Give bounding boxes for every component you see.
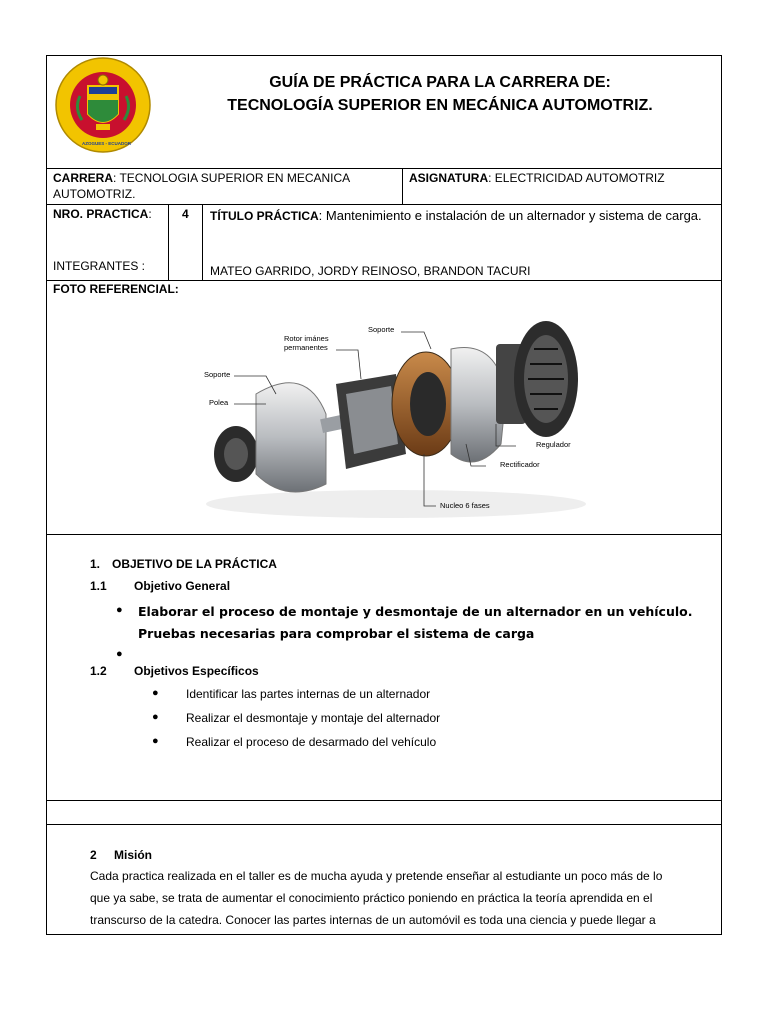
objetivos-heading-num: 1. (90, 557, 101, 571)
col-line-nro-right (202, 204, 203, 280)
row-line-6 (46, 824, 722, 825)
objetivo-especifico-item: Realizar el proceso de desarmado del vehículo (186, 735, 437, 749)
frame-left-line (46, 55, 47, 935)
bullet-dot: ● (152, 687, 159, 699)
label-regulador: Regulador (536, 440, 571, 449)
nro-practica-label: NRO. PRACTICA (53, 207, 149, 221)
page-title-line1: GUÍA DE PRÁCTICA PARA LA CARRERA DE: (269, 74, 611, 91)
bullet-dot: ● (152, 711, 159, 723)
nro-practica-cell (53, 206, 152, 222)
nro-practica-value: 4 (182, 207, 189, 221)
row-line-1 (46, 168, 722, 169)
objetivo-general-num: 1.1 (90, 579, 107, 593)
carrera-value: : TECNOLOGIA SUPERIOR EN MECANICA AUTOMOTRIZ. (53, 171, 350, 201)
nro-practica-colon: : (148, 207, 152, 221)
objetivo-especifico-item: Realizar el desmontaje y montaje del alternador (186, 711, 441, 725)
asignatura-label: ASIGNATURA (409, 171, 489, 185)
logo-bottom-text: AZOGUES - ECUADOR (82, 141, 132, 146)
mision-label: Misión (114, 848, 152, 862)
label-rotor: Rotor imánes permanentes (284, 334, 329, 352)
objetivos-heading: OBJETIVO DE LA PRÁCTICA (112, 557, 277, 571)
mision-line-1: Cada practica realizada en el taller es de mucha ayuda y pretende enseñar al estudiante un poco más de lo (90, 869, 663, 883)
objetivo-especifico-item: Identificar las partes internas de un alternador (186, 687, 431, 701)
row-line-4 (46, 534, 722, 535)
mision-num: 2 (90, 848, 97, 862)
col-line-asignatura (402, 168, 403, 204)
objetivo-general-label: Objetivo General (134, 579, 231, 593)
objetivos-especificos-label: Objetivos Específicos (134, 664, 259, 678)
titulo-practica-value: : Mantenimiento e instalación de un alternador y sistema de carga. (318, 208, 702, 223)
foto-referencial-label: FOTO REFERENCIAL: (53, 282, 179, 296)
label-soporte-top: Soporte (368, 325, 395, 334)
label-polea: Polea (209, 398, 229, 407)
page-title-line2: TECNOLOGÍA SUPERIOR EN MECÁNICA AUTOMOTRIZ. (227, 97, 653, 114)
bullet-dot-empty: ● (116, 648, 123, 660)
integrantes-label: INTEGRANTES : (53, 259, 146, 273)
institute-logo (52, 56, 154, 154)
carrera-label: CARRERA (53, 171, 113, 185)
asignatura-cell (409, 170, 719, 186)
mision-line-2: que ya sabe, se trata de aumentar el conocimiento práctico poniendo en práctica la teoría aprendida en el (90, 891, 653, 905)
label-soporte-left: Soporte (204, 370, 231, 379)
mision-line-3: transcurso de la catedra. Conocer las partes internas de un automóvil es toda una ciencia y puede llegar a (90, 913, 656, 927)
titulo-practica-cell (210, 206, 715, 226)
alternator-diagram (196, 304, 592, 520)
frame-top-line (152, 55, 722, 56)
objetivo-general-text: Elaborar el proceso de montaje y desmontaje de un alternador en un vehículo. Pruebas necesarias para comprobar el sistema de carga (138, 604, 693, 641)
titulo-practica-label: TÍTULO PRÁCTICA (210, 209, 319, 223)
row-line-2 (46, 204, 722, 205)
bullet-dot: ● (116, 604, 123, 616)
frame-bottom-line (46, 934, 722, 935)
frame-right-line (721, 55, 722, 935)
integrantes-value: MATEO GARRIDO, JORDY REINOSO, BRANDON TACURI (210, 264, 531, 278)
asignatura-value: : ELECTRICIDAD AUTOMOTRIZ (488, 171, 665, 185)
row-line-5 (46, 800, 722, 801)
carrera-cell (53, 170, 398, 202)
label-rectificador: Rectificador (500, 460, 540, 469)
col-line-nro-left (168, 204, 169, 280)
bullet-dot: ● (152, 735, 159, 747)
objetivos-especificos-num: 1.2 (90, 664, 107, 678)
label-nucleo: Nucleo 6 fases (440, 501, 490, 510)
